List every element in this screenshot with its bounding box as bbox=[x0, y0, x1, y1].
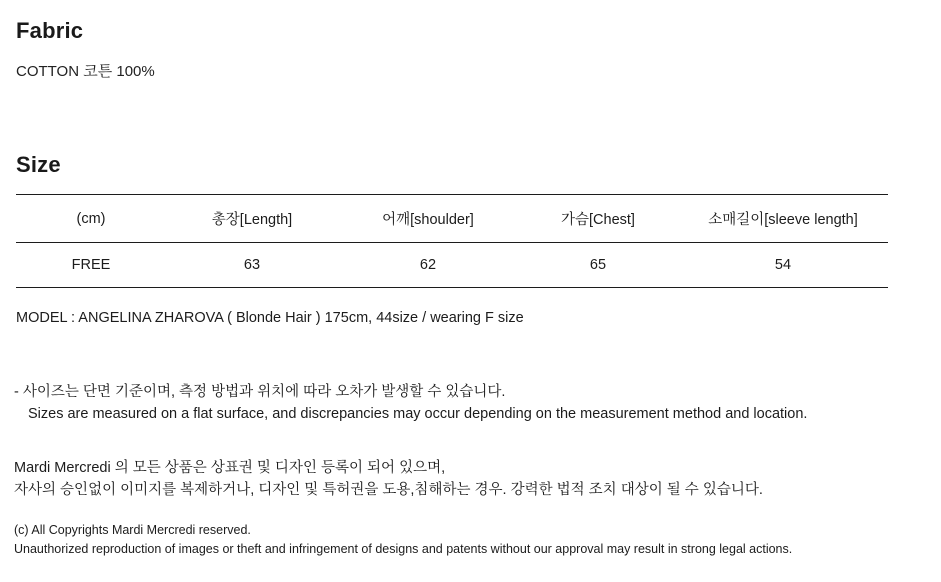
fabric-composition: COTTON 코튼 100% bbox=[16, 63, 155, 80]
copyright-note-kr-line1: Mardi Mercredi 의 모든 상품은 상표권 및 디자인 등록이 되어 있으며, bbox=[14, 460, 446, 476]
column-header-sleeve: 소매길이[sleeve length] bbox=[708, 212, 858, 228]
cell-length: 63 bbox=[243, 257, 261, 273]
copyright-note-kr-line2: 자사의 승인없이 이미지를 복제하거나, 디자인 및 특허권을 도용,침해하는 경우. 강력한 법적 조치 대상이 될 수 있습니다. bbox=[14, 481, 763, 498]
measurement-note-kr: - 사이즈는 단면 기준이며, 측정 방법과 위치에 따라 오차가 발생할 수 있습니다. bbox=[14, 384, 506, 400]
size-heading: Size bbox=[16, 152, 61, 177]
cell-sleeve: 54 bbox=[774, 257, 792, 273]
row-label-free: FREE bbox=[71, 257, 111, 273]
table-row bbox=[16, 243, 888, 288]
copyright-note-en-line1: (c) All Copyrights Mardi Mercredi reserved. bbox=[14, 523, 251, 537]
column-header-chest: 가슴[Chest] bbox=[561, 212, 635, 228]
table-header-row bbox=[16, 195, 888, 243]
size-table bbox=[16, 194, 888, 288]
column-header-shoulder: 어깨[shoulder] bbox=[382, 212, 474, 228]
copyright-note-en-line2: Unauthorized reproduction of images or theft and infringement of designs and patents without our approval may result in strong legal actions. bbox=[14, 542, 793, 557]
size-table-body bbox=[16, 243, 888, 288]
cell-shoulder: 62 bbox=[419, 257, 437, 273]
cell-chest: 65 bbox=[589, 257, 607, 273]
measurement-notes bbox=[14, 382, 807, 426]
column-header-unit: (cm) bbox=[76, 210, 106, 227]
fabric-heading: Fabric bbox=[16, 18, 84, 43]
measurement-note-en: Sizes are measured on a flat surface, and discrepancies may occur depending on the measurement method and location. bbox=[28, 405, 808, 422]
model-info-note: MODEL : ANGELINA ZHAROVA ( Blonde Hair ) 175cm, 44size / wearing F size bbox=[16, 310, 524, 326]
column-header-length: 총장[Length] bbox=[211, 212, 293, 228]
copyright-notes-kr bbox=[14, 458, 763, 502]
copyright-notes-en bbox=[14, 521, 792, 560]
size-table-header bbox=[16, 195, 888, 243]
